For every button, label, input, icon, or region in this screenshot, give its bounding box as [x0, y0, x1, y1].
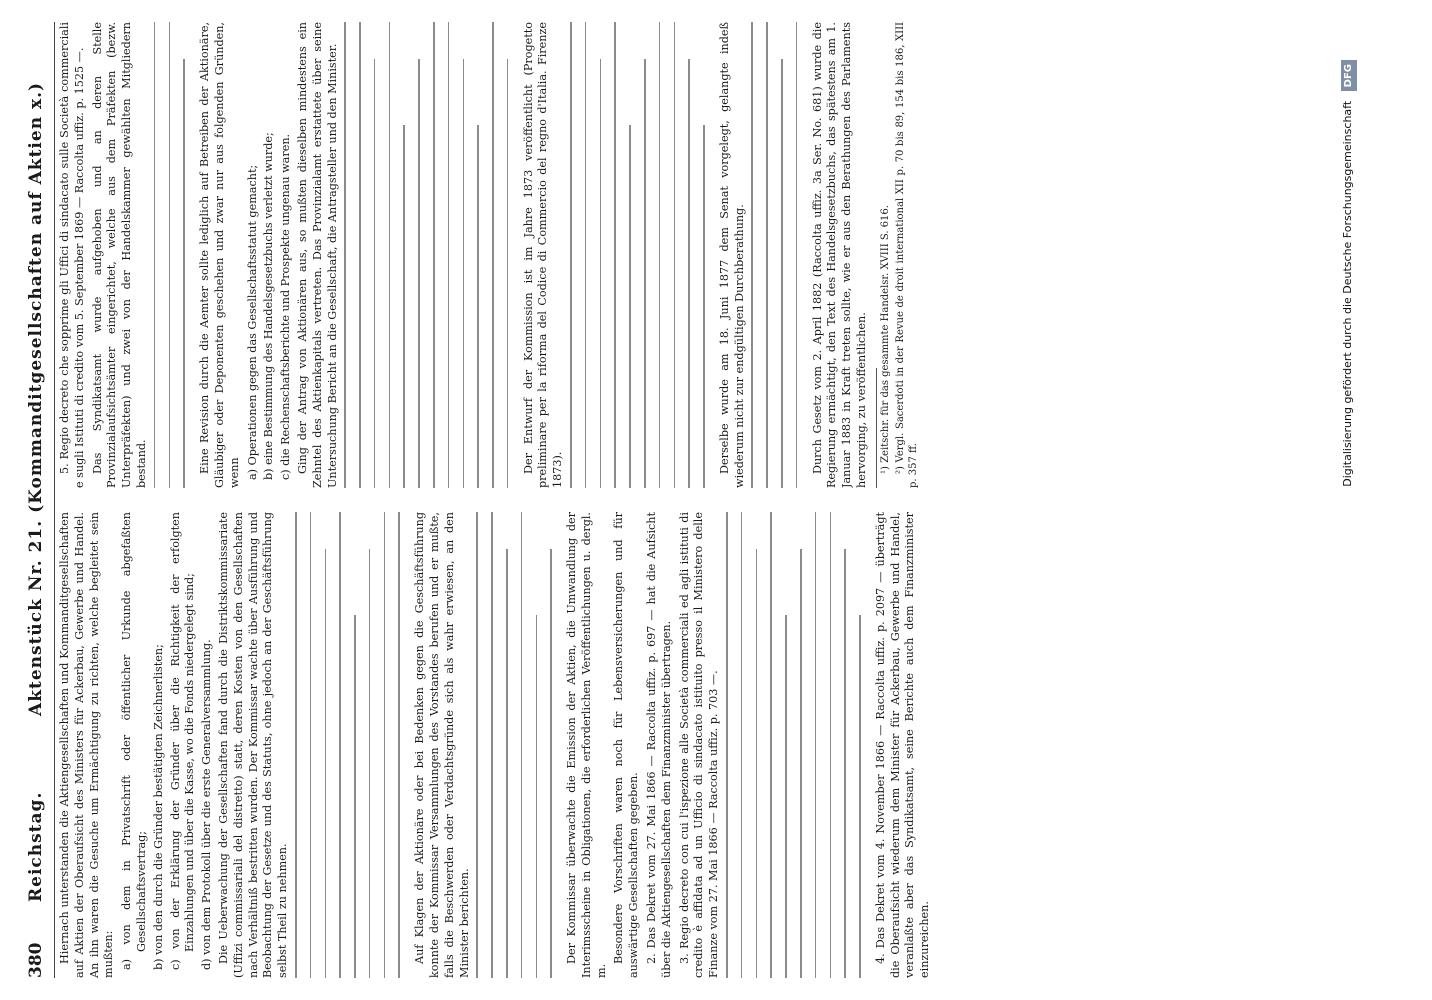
- list-item: d) von dem Protokoll über die erste Generalversammlung.: [200, 639, 214, 970]
- page-header: [26, 22, 55, 978]
- header-title: Aktenstück Nr. 21. (Kommanditgesellschaften auf Aktien x.): [26, 81, 46, 716]
- list-item: c) die Rechenschaftsberichte und Prospekte ungenau waren.: [279, 133, 293, 480]
- list-item: b) eine Bestimmung des Handelsgesetzbuchs verletzt wurde;: [262, 132, 276, 480]
- page-number: 380: [26, 942, 46, 978]
- paragraph: Durch Gesetz vom 2. April 1882 (Raccolta uffiz. 3a Ser. No. 681) wurde die Regierung ermächtigt, den Text des Handelsgesetzbuchs, das spätestens am 1. Januar 1883 in Kraft treten sollte, wie er aus den Berathungen des Parlaments hervorging, zu veröffentlichen.: [810, 22, 868, 488]
- dense-text-block: [344, 22, 508, 488]
- footnote-divider: [876, 368, 877, 488]
- paragraph: 3. Regio decreto con cui l'ispezione alle Società commerciali ed agli istituti di credito è affidata ad un Ufficio di sindacato istituito presso il Ministero delle Finanze vom 27. Mai 1866 — Raccolta uffiz. p. 703 —.: [677, 512, 721, 978]
- paragraph: 4. Das Dekret vom 4. November 1866 — Raccolta uffiz. p. 2097 — überträgt die Oberaufsicht wiederum dem Minister für Ackerbau, Gewerbe und Handel, veranlaßte aber das Syndikatsamt, seine Berichte auch dem Finanzminister einzureichen.: [873, 512, 932, 978]
- footnote: ²) Vergl. Sacerdoti in der Revue de droit international XII p. 70 bis 89, 154 bis 186, XIII p. 357 ff.: [895, 22, 919, 488]
- right-column: [58, 22, 1238, 488]
- dense-text-block: [476, 512, 552, 978]
- paragraph: Der Kommissar überwachte die Emission der Aktien, die Umwandlung der Interimsscheine in Obligationen, die erforderlichen Veröffentlichungen u. dergl. m.: [565, 512, 608, 978]
- dfg-logo: DFG: [1341, 60, 1357, 91]
- credit-text: Digitalisierung gefördert durch die Deutsche Forschungsgemeinschaft: [1341, 100, 1354, 487]
- paragraph: 2. Das Dekret vom 27. Mai 1866 — Raccolta uffiz. p. 697 — hat die Aufsicht über die Aktiengesellschaften dem Finanzminister übertragen.: [645, 512, 673, 978]
- paragraph: 5. Regio decreto che sopprime gli Uffici di sindacato sulle Società commerciali e sugli Istituti di credito vom 5. September 1869 — Raccolta uffiz. p. 1525 —.: [58, 22, 86, 488]
- footnote: ¹) Zeitschr. für das gesammte Handelsr. XVIII S. 616.: [879, 205, 891, 474]
- paragraph: Ging der Antrag von Aktionären aus, so mußten dieselben mindestens ein Zehntel des Aktienkapitals vertreten. Das Provinzialamt erstattete über seine Untersuchung Bericht an die Gesellschaft, die Antragsteller und den Minister.: [295, 22, 339, 488]
- dense-text-block: [751, 22, 797, 488]
- paragraph: Derselbe wurde am 18. Juni 1877 dem Senat vorgelegt, gelangte indeß wiederum nicht zur endgültigen Durchberathung.: [717, 22, 746, 488]
- paragraph: Hiernach unterstanden die Aktiengesellschaften und Kommanditgesellschaften auf Aktien der Oberaufsicht des Ministers für Ackerbau, Gewerbe und Handel. An ihn waren die Gesuche um Ermächtigung zu richten, welche begleitet sein mußten:: [58, 512, 116, 978]
- dense-text-block: [570, 22, 705, 488]
- digitization-credit: [1338, 60, 1358, 820]
- paragraph: Der Entwurf der Kommission ist im Jahre 1873 veröffentlicht (Progetto preliminare per la riforma del Codice di Commercio del regno d'Italia. Firenze 1873).: [521, 22, 565, 488]
- list-item: b) von den durch die Gründer bestätigten Zeichnerlisten;: [151, 644, 165, 970]
- dense-text-block: [154, 22, 185, 488]
- paragraph: Auf Klagen der Aktionäre oder bei Bedenken gegen die Geschäftsführung konnte der Kommissar Versammlungen des Vorstandes berufen und er mußte, falls die Beschwerden oder Verdachtsgründe sich als wahr erwiesen, an den Minister berichten.: [413, 512, 471, 978]
- dense-text-block: [295, 512, 400, 978]
- list-item: c) von der Erklärung der Gründer über die Richtigkeit der erfolgten Einzahlungen und über die Kasse, wo die Fonds niedergelegt sind;: [168, 512, 197, 970]
- list-item: a) von dem in Privatschrift oder öffentlicher Urkunde abgefaßten Gesellschaftsvertrag;: [120, 512, 148, 970]
- left-column: [58, 512, 1238, 978]
- dense-text-block: [726, 512, 861, 978]
- paragraph: Das Syndikatsamt wurde aufgehoben und an deren Stelle Provinzialaufsichtsämter eingerichtet, welche aus dem Präfekten (bezw. Unterpräfekten) und zwei von der Handelskammer gewählten Mitgliedern bestand.: [90, 22, 148, 488]
- list-item: a) Operationen gegen das Gesellschaftsstatut gemacht;: [245, 164, 259, 480]
- paragraph: Die Ueberwachung der Gesellschaften fand durch die Distriktskommissariate (Uffizi commissariali del distretto) statt, deren Kosten von den Gesellschaften nach Verhältniß bestritten wurden. Der Kommissar wachte über Ausführung und Beobachtung der Gesetze und des Statuts, ohne jedoch an der Geschäftsführung selbst Theil zu nehmen.: [216, 512, 290, 978]
- header-left: Reichstag.: [26, 791, 46, 902]
- paragraph: Eine Revision durch die Aemter sollte lediglich auf Betreiben der Aktionäre, Gläubiger oder Deponenten geschehen und zwar nur aus folgenden Gründen, wenn: [198, 22, 241, 488]
- text-columns: [58, 22, 1238, 978]
- paragraph: Besondere Vorschriften waren noch für Lebensversicherungen und für auswärtige Gesellschaften gegeben.: [612, 512, 641, 978]
